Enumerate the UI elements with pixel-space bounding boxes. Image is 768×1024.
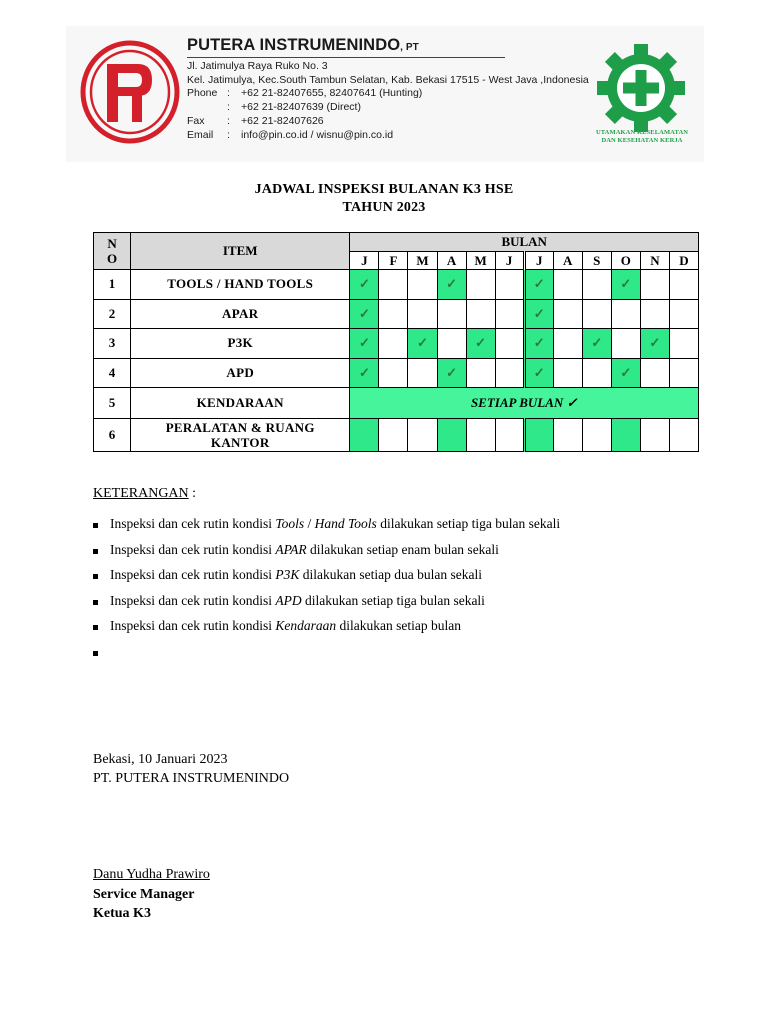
company-divider: [187, 57, 505, 58]
highlight-cell: [524, 419, 553, 452]
month-cell: [379, 358, 408, 388]
company-suffix: , PT: [400, 42, 419, 53]
month-cell: [640, 270, 669, 300]
month-header: M: [466, 252, 495, 270]
table-row: [94, 299, 699, 329]
check-mark-icon: ✓: [437, 358, 466, 388]
month-cell: [495, 358, 524, 388]
month-header: J: [495, 252, 524, 270]
check-mark-icon: ✓: [437, 270, 466, 300]
check-mark-icon: ✓: [350, 299, 379, 329]
month-cell: [553, 358, 582, 388]
month-cell: [408, 299, 437, 329]
signature-company: PT. PUTERA INSTRUMENINDO: [93, 771, 290, 786]
bullet-square-icon: [93, 625, 98, 630]
month-cell: [495, 299, 524, 329]
month-cell: [669, 358, 698, 388]
check-mark-icon: ✓: [524, 270, 553, 300]
row-item: APD: [131, 358, 350, 388]
table-row: [94, 358, 699, 388]
month-cell: [379, 299, 408, 329]
bullet-square-icon: [93, 600, 98, 605]
row-item: KENDARAAN: [131, 388, 350, 419]
check-mark-icon: ✓: [524, 299, 553, 329]
month-header: S: [582, 252, 611, 270]
header-month-group: BULAN: [350, 233, 699, 252]
month-cell: [437, 329, 466, 359]
month-cell: [553, 270, 582, 300]
month-cell: [466, 299, 495, 329]
signatory-role: Ketua K3: [93, 906, 151, 921]
month-cell: [495, 329, 524, 359]
month-cell: [408, 419, 437, 452]
bullet-square-icon: [93, 651, 98, 656]
month-header: M: [408, 252, 437, 270]
month-cell: [582, 299, 611, 329]
place-date: Bekasi, 10 Januari 2023: [93, 752, 228, 767]
table-row: [94, 388, 699, 419]
month-cell: [466, 270, 495, 300]
check-mark-icon: ✓: [640, 329, 669, 359]
table-row: [94, 419, 699, 452]
month-cell: [466, 358, 495, 388]
safety-slogan: UTAMAKAN KESELAMATAN DAN KESEHATAN KERJA: [595, 129, 689, 144]
note-item: Inspeksi dan cek rutin kondisi APD dilakukan setiap tiga bulan sekali: [93, 593, 560, 619]
highlight-cell: [437, 419, 466, 452]
month-cell: [582, 270, 611, 300]
company-logo: [80, 40, 180, 145]
bullet-square-icon: [93, 523, 98, 528]
month-header: J: [350, 252, 379, 270]
month-cell: [553, 299, 582, 329]
highlight-cell: [350, 419, 379, 452]
highlight-cell: [611, 419, 640, 452]
month-cell: [379, 419, 408, 452]
month-cell: [553, 329, 582, 359]
month-header: J: [524, 252, 553, 270]
contact-fax: Fax : +62 21-82407626: [187, 114, 324, 127]
month-cell: [408, 270, 437, 300]
check-mark-icon: ✓: [408, 329, 437, 359]
month-header: D: [669, 252, 698, 270]
document-year: TAHUN 2023: [342, 200, 426, 215]
check-mark-icon: ✓: [466, 329, 495, 359]
signatory-position: Service Manager: [93, 887, 195, 902]
check-mark-icon: ✓: [611, 270, 640, 300]
month-cell: [669, 419, 698, 452]
table-row: [94, 329, 699, 359]
month-cell: [379, 270, 408, 300]
row-item: TOOLS / HAND TOOLS: [131, 270, 350, 300]
check-mark-icon: ✓: [350, 329, 379, 359]
k3-safety-gear-icon: [595, 44, 687, 138]
month-cell: [495, 419, 524, 452]
signatory-name: Danu Yudha Prawiro: [93, 867, 210, 882]
month-cell: [669, 270, 698, 300]
bullet-square-icon: [93, 549, 98, 554]
month-cell: [379, 329, 408, 359]
month-cell: [437, 299, 466, 329]
check-mark-icon: ✓: [524, 329, 553, 359]
month-cell: [495, 270, 524, 300]
row-number: 2: [94, 299, 131, 329]
table-row: [94, 270, 699, 300]
check-mark-icon: ✓: [350, 358, 379, 388]
month-cell: [408, 358, 437, 388]
row-item: PERALATAN & RUANG KANTOR: [131, 419, 350, 452]
month-cell: [582, 419, 611, 452]
company-info: [187, 36, 589, 142]
header-no: N O: [94, 233, 131, 270]
table-body: [94, 270, 699, 452]
month-cell: [640, 419, 669, 452]
document-title: JADWAL INSPEKSI BULANAN K3 HSE: [254, 182, 514, 197]
every-month-cell: SETIAP BULAN ✓: [350, 388, 699, 419]
month-cell: [553, 419, 582, 452]
contact-email: Email : info@pin.co.id / wisnu@pin.co.id: [187, 128, 394, 141]
month-cell: [466, 419, 495, 452]
bullet-square-icon: [93, 574, 98, 579]
month-header: N: [640, 252, 669, 270]
row-number: 1: [94, 270, 131, 300]
note-item: Inspeksi dan cek rutin kondisi P3K dilakukan setiap dua bulan sekali: [93, 567, 560, 593]
month-header: F: [379, 252, 408, 270]
month-cell: [640, 299, 669, 329]
row-number: 3: [94, 329, 131, 359]
note-item: Inspeksi dan cek rutin kondisi APAR dilakukan setiap enam bulan sekali: [93, 542, 560, 568]
row-number: 5: [94, 388, 131, 419]
month-header: A: [437, 252, 466, 270]
month-cell: [669, 329, 698, 359]
month-cell: [582, 358, 611, 388]
month-header: O: [611, 252, 640, 270]
notes-list: [93, 516, 560, 669]
contact-phone: Phone : +62 21-82407655, 82407641 (Hunting): [187, 87, 423, 100]
note-item: Inspeksi dan cek rutin kondisi Kendaraan dilakukan setiap bulan: [93, 618, 560, 644]
company-name: PUTERA INSTRUMENINDO, PT: [187, 36, 419, 54]
month-cell: [669, 299, 698, 329]
note-item: Inspeksi dan cek rutin kondisi Tools / Hand Tools dilakukan setiap tiga bulan sekali: [93, 516, 560, 542]
address-line-2: Kel. Jatimulya, Kec.South Tambun Selatan, Kab. Bekasi 17515 - West Java ,Indonesia: [187, 73, 589, 86]
address-line-1: Jl. Jatimulya Raya Ruko No. 3: [187, 60, 328, 72]
check-mark-icon: ✓: [582, 329, 611, 359]
contact-phone-direct: : +62 21-82407639 (Direct): [227, 101, 361, 114]
row-item: P3K: [131, 329, 350, 359]
check-mark-icon: ✓: [350, 270, 379, 300]
month-cell: [611, 329, 640, 359]
month-cell: [640, 358, 669, 388]
row-number: 6: [94, 419, 131, 452]
inspection-schedule-table: [93, 232, 699, 452]
notes-title: KETERANGAN :: [93, 486, 197, 501]
note-item: [93, 644, 560, 670]
month-header: A: [553, 252, 582, 270]
month-cell: [611, 299, 640, 329]
logo-letters: PI: [80, 40, 81, 41]
row-item: APAR: [131, 299, 350, 329]
row-number: 4: [94, 358, 131, 388]
check-mark-icon: ✓: [611, 358, 640, 388]
check-mark-icon: ✓: [524, 358, 553, 388]
header-item: ITEM: [131, 233, 350, 270]
